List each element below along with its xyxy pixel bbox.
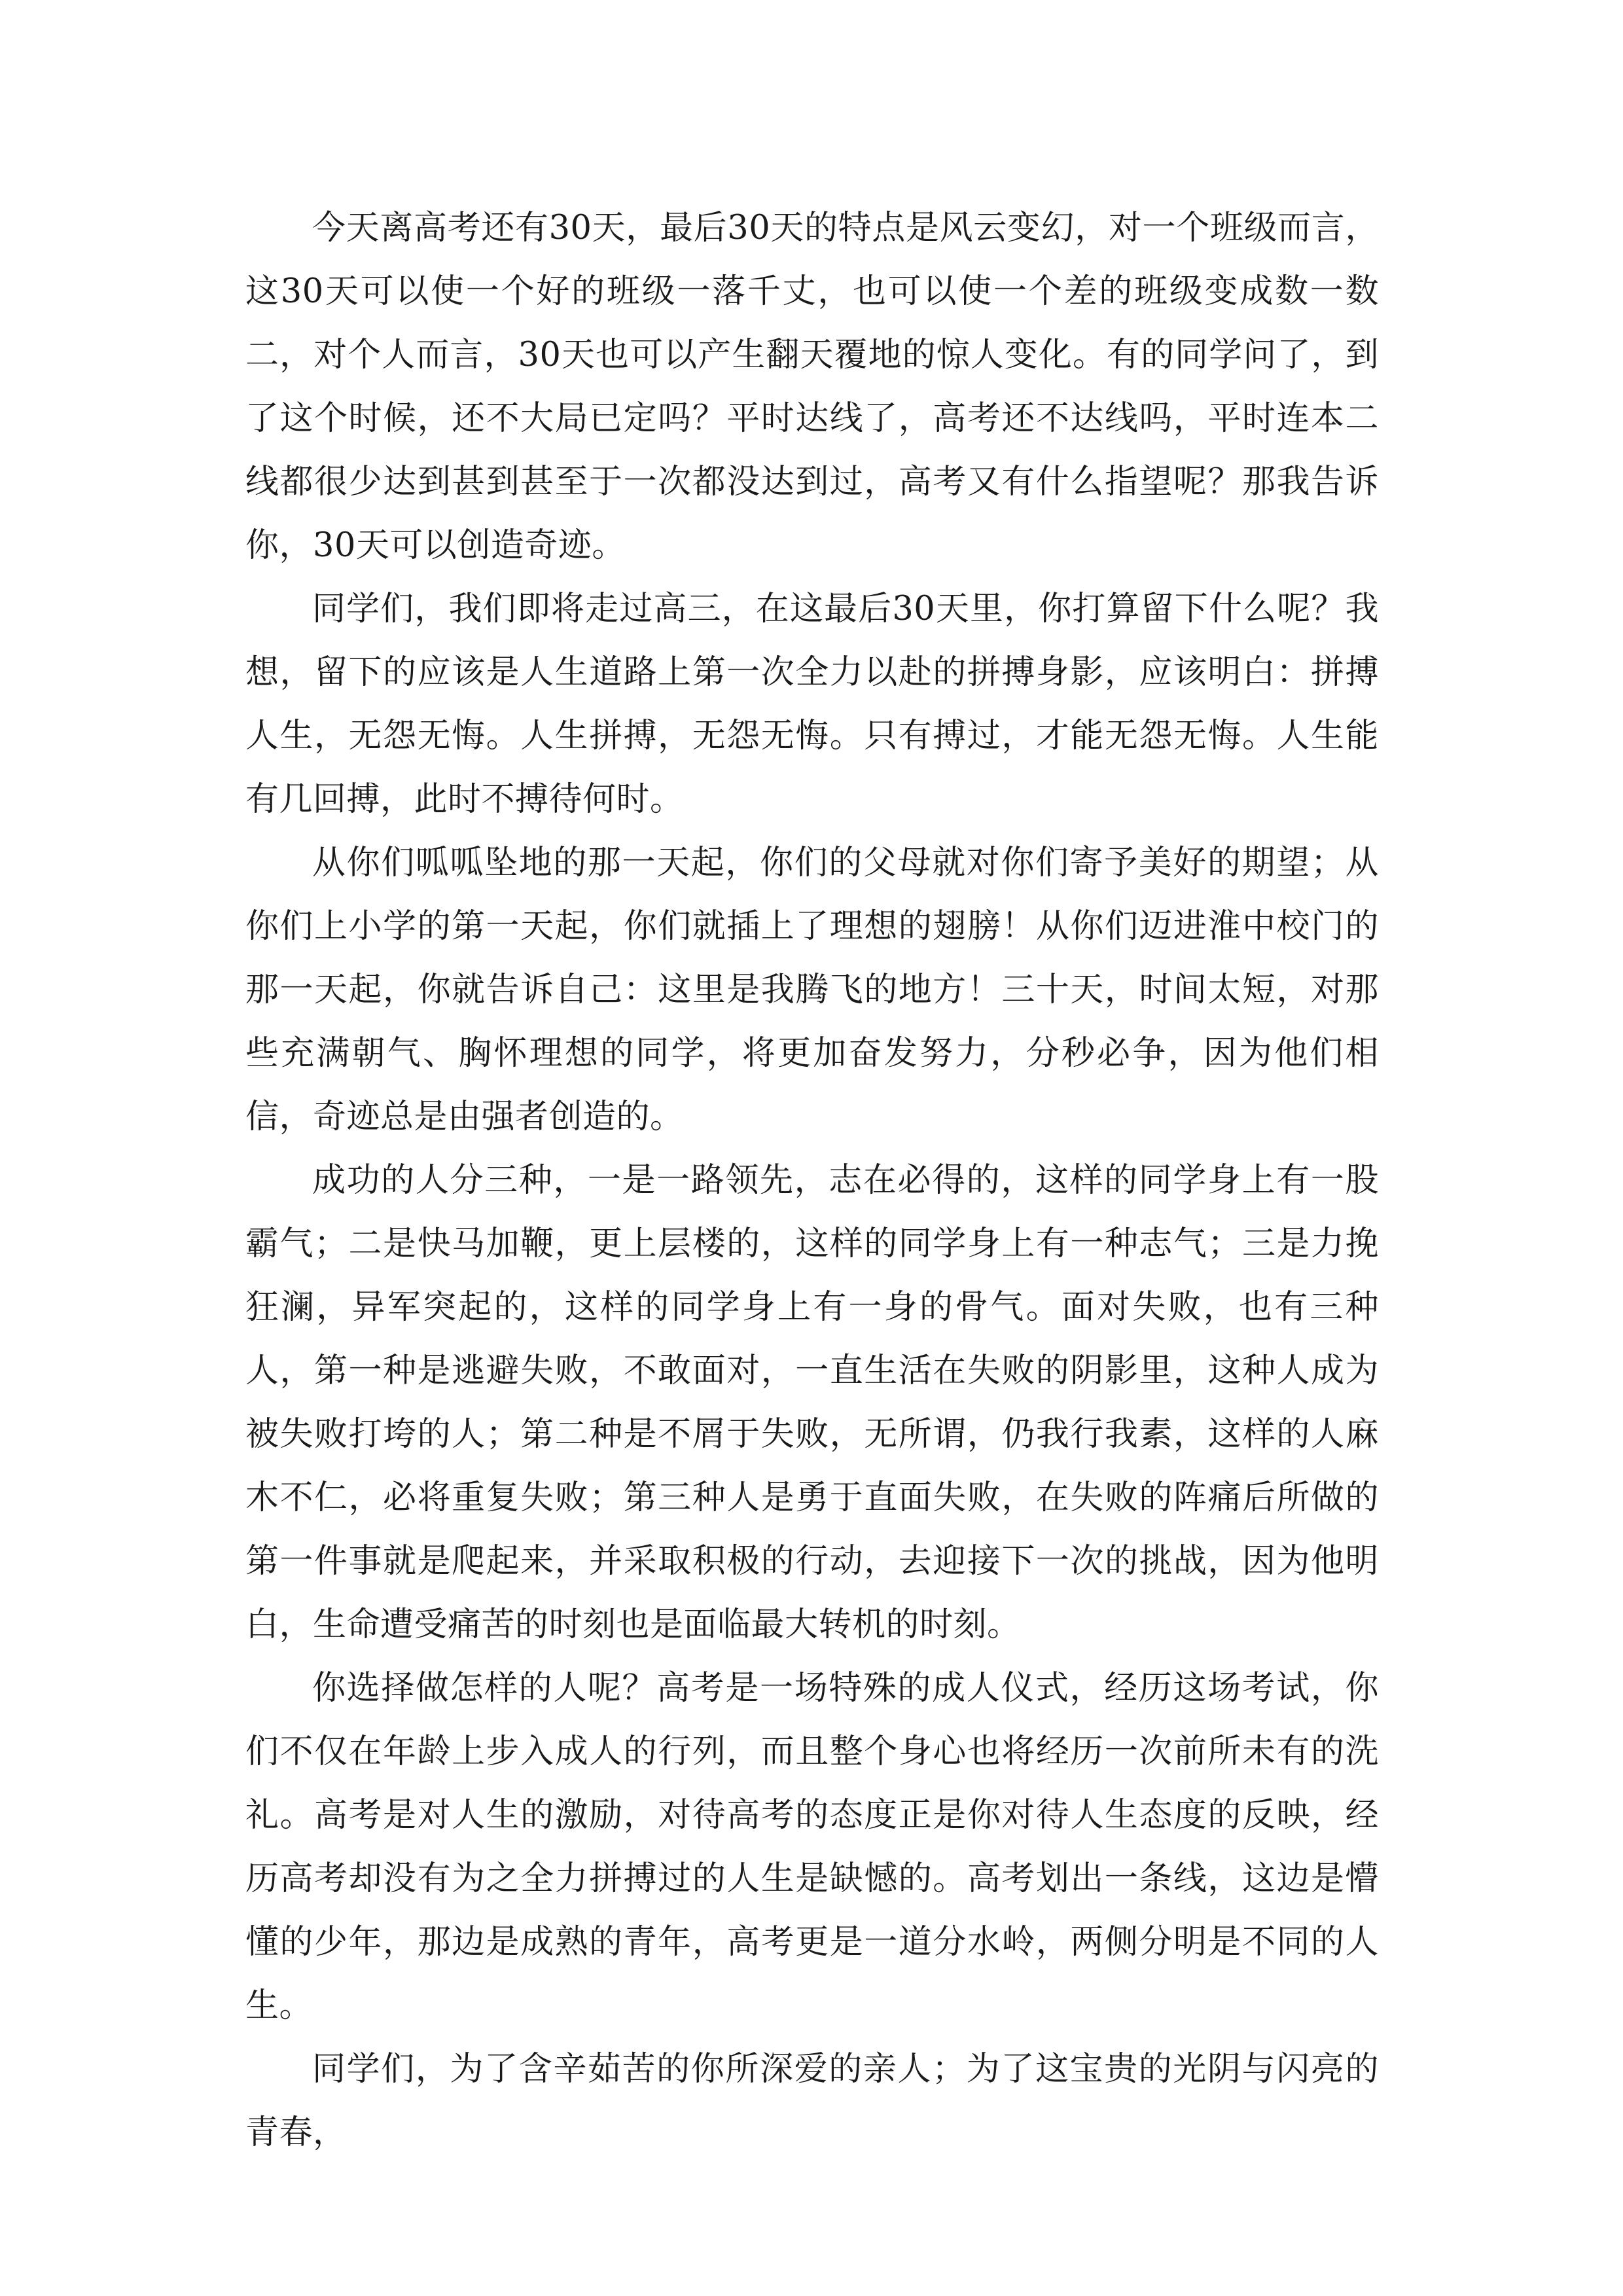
paragraph-3: 从你们呱呱坠地的那一天起，你们的父母就对你们寄予美好的期望；从你们上小学的第一天起，你们就插上了理想的翅膀！从你们迈进淮中校门的那一天起，你就告诉自己：这里是我腾飞的地方！三十天，时间太短，对那些充满朝气、胸怀理想的同学，将更加奋发努力，分秒必争，因为他们相信，奇迹总是由强者创造的。 — [245, 844, 1379, 1136]
document-body — [245, 196, 1379, 2164]
paragraph-2: 同学们，我们即将走过高三，在这最后30天里，你打算留下什么呢？我想，留下的应该是人生道路上第一次全力以赴的拼搏身影，应该明白：拼搏人生，无怨无悔。人生拼搏，无怨无悔。只有搏过，才能无怨无悔。人生能有几回搏，此时不搏待何时。 — [245, 590, 1379, 819]
paragraph-6: 同学们，为了含辛茹苦的你所深爱的亲人；为了这宝贵的光阴与闪亮的青春， — [245, 2050, 1379, 2152]
paragraph-1: 今天离高考还有30天，最后30天的特点是风云变幻，对一个班级而言，这30天可以使一个好的班级一落千丈，也可以使一个差的班级变成数一数二，对个人而言，30天也可以产生翻天覆地的惊人变化。有的同学问了，到了这个时候，还不大局已定吗？平时达线了，高考还不达线吗，平时连本二线都很少达到甚到甚至于一次都没达到过，高考又有什么指望呢？那我告诉你，30天可以创造奇迹。 — [245, 209, 1379, 565]
paragraph-5: 你选择做怎样的人呢？高考是一场特殊的成人仪式，经历这场考试，你们不仅在年龄上步入成人的行列，而且整个身心也将经历一次前所未有的洗礼。高考是对人生的激励，对待高考的态度正是你对待人生态度的反映，经历高考却没有为之全力拼搏过的人生是缺憾的。高考划出一条线，这边是懵懂的少年，那边是成熟的青年，高考更是一道分水岭，两侧分明是不同的人生。 — [245, 1669, 1379, 2025]
paragraph-4: 成功的人分三种，一是一路领先，志在必得的，这样的同学身上有一股霸气；二是快马加鞭，更上层楼的，这样的同学身上有一种志气；三是力挽狂澜，异军突起的，这样的同学身上有一身的骨气。面对失败，也有三种人，第一种是逃避失败，不敢面对，一直生活在失败的阴影里，这种人成为被失败打垮的人；第二种是不屑于失败，无所谓，仍我行我素，这样的人麻木不仁，必将重复失败；第三种人是勇于直面失败，在失败的阵痛后所做的第一件事就是爬起来，并采取积极的行动，去迎接下一次的挑战，因为他明白，生命遭受痛苦的时刻也是面临最大转机的时刻。 — [245, 1161, 1379, 1644]
